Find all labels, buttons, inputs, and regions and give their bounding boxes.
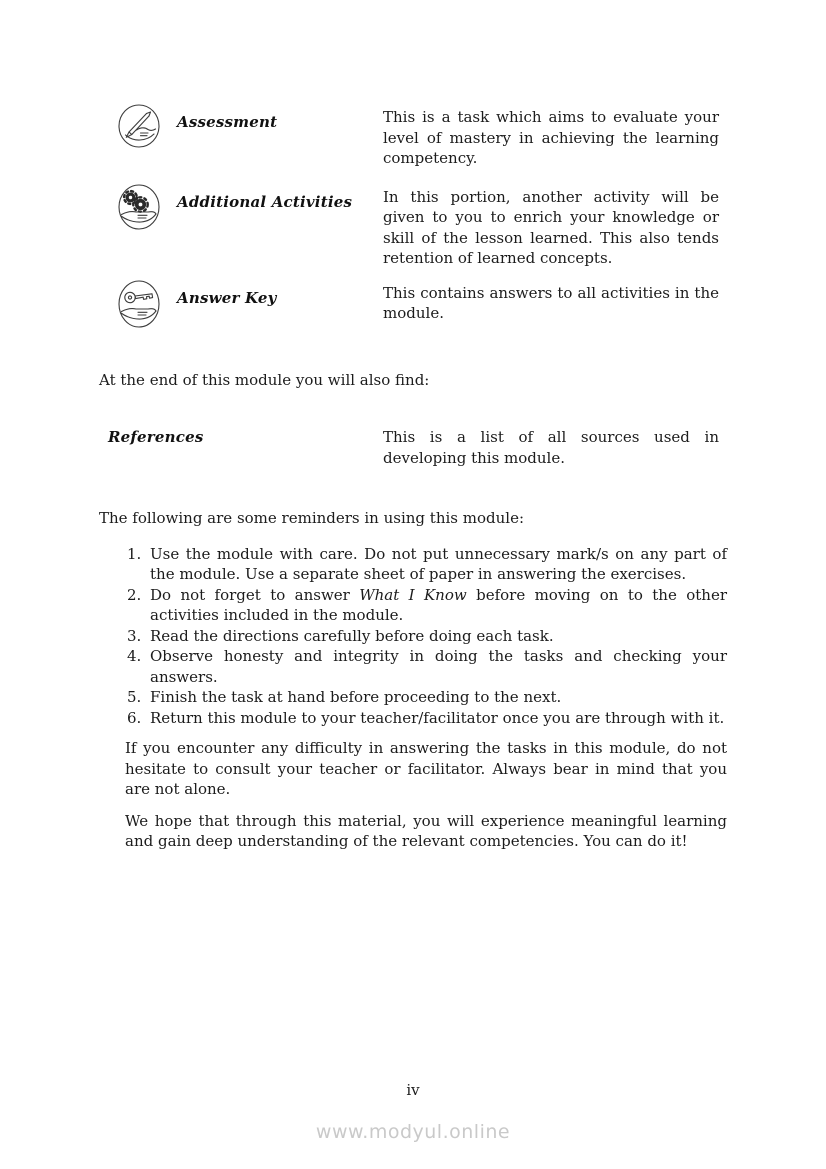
closing-paragraph-2: We hope that through this material, you will experience meaningful learning and gain deep understanding of the relevant competencies. You can do it! [125,811,727,850]
list-item-text [150,626,727,647]
list-item [99,708,727,729]
page-content [99,103,727,852]
list-item-text [150,585,727,626]
closing-paragraph-1: If you encounter any difficulty in answering the tasks in this module, do not hesitate to consult your teacher or facilitator. Always bear in mind that you are not alone. [125,739,727,798]
list-item [99,687,727,708]
watermark-text: www.modyul.online [315,1121,511,1143]
references-row [99,427,727,468]
reminders-list [99,544,727,729]
list-item-text-before: Return this module to your teacher/facilitator once you are through with it. [150,708,725,727]
intro-line: At the end of this module you will also find: [99,370,430,389]
list-item [99,544,727,585]
writing-hand-icon [99,103,177,169]
list-item-text-italic: What I Know [359,585,467,604]
list-item-text-before: Do not forget to answer [150,585,360,604]
legend-label-additional-activities: Additional Activities [177,192,353,211]
list-item [99,626,727,647]
list-item-text-before: Read the directions carefully before doing each task. [150,626,554,645]
list-item-text [150,687,727,708]
legend-label-answer-key: Answer Key [177,288,277,307]
list-item-text-before: Finish the task at hand before proceeding to the next. [150,688,562,706]
legend-row-assessment [99,103,727,169]
key-hand-icon [99,279,177,329]
list-item-number: 1. [127,544,142,563]
list-item-number: 4. [127,647,142,665]
list-item-text-after: before moving on to the other activities included in the module. [150,585,727,624]
list-item [99,646,727,687]
list-item-number: 5. [127,688,142,706]
list-item-number: 3. [127,626,142,645]
legend-desc-assessment: This is a task which aims to evaluate your level of mastery in achieving the learning competency. [383,108,719,167]
list-item-text [150,544,727,585]
list-item-number: 2. [127,585,142,604]
list-item-text [150,708,727,729]
list-item-text [150,646,727,687]
references-label: References [108,428,204,446]
list-item [99,585,727,626]
list-item-number: 6. [127,708,142,727]
legend-row-answer-key [99,279,727,329]
references-description: This is a list of all sources used in developing this module. [383,428,719,467]
page-number: iv [406,1081,420,1099]
list-item-text-before: Observe honesty and integrity in doing the tasks and checking your answers. [150,647,727,686]
legend-row-additional-activities [99,183,727,269]
legend-desc-answer-key: This contains answers to all activities in the module. [383,283,719,322]
list-item-text-before: Use the module with care. Do not put unnecessary mark/s on any part of the module. Use a separate sheet of paper in answering the exercises. [150,544,727,583]
legend-desc-additional-activities: In this portion, another activity will be given to you to enrich your knowledge or skill of the lesson learned. This also tends retention of learned concepts. [383,187,719,267]
legend-label-assessment: Assessment [177,113,278,131]
gears-hand-icon [99,183,177,269]
reminders-heading: The following are some reminders in using this module: [99,509,524,527]
